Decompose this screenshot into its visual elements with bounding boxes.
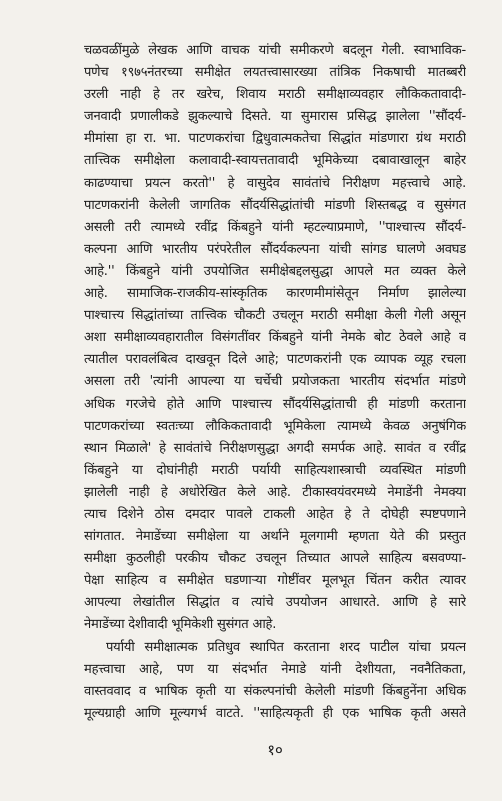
paragraph-1	[84, 40, 466, 637]
text-line: मीमांसा हा रा. भा. पाटणकरांचा द्विधुवात्मकतेचा सिद्धांत मांडणारा ग्रंथ मराठी	[84, 131, 466, 147]
text-line: समीक्षा कुठलीही परकीय चौकट उचलून तिच्यात आपले साहित्य बसवण्या-	[84, 551, 466, 567]
text-line: जनवादी प्रणालीकडे झुकल्याचे दिसते. या सुमारास प्रसिद्ध झालेला ''सौंदर्य-	[84, 109, 466, 125]
text-line: चळवळींमुळे लेखक आणि वाचक यांची समीकरणे बदलून गेली. स्वाभाविक-	[84, 43, 466, 58]
text-line: पाश्चात्त्य सिद्धांतांच्या तात्त्विक चौकटी उचलून मराठी समीक्षा केली गेली असून	[84, 308, 466, 324]
page-number: १०	[267, 741, 283, 759]
text-line: वास्तववाद व भाषिक कृती या संकल्पनांची केलेली मांडणी किंबहुनेंना अधिक	[84, 683, 466, 699]
text-line: आहे.'' किंबहुने यांनी उपयोजित समीक्षेबद्दलसुद्धा आपले मत व्यक्त केले	[84, 263, 466, 279]
text-line: किंबहुने या दोघांनीही मराठी पर्यायी साहित्यशास्त्राची व्यवस्थित मांडणी	[84, 462, 466, 478]
text-line: पणेच १९७५नंतरच्या समीक्षेत लयतत्त्वासारख्या तांत्रिक निकषाची मातब्बरी	[84, 65, 466, 81]
text-line: कल्पना आणि भारतीय परंपरेतील सौंदर्यकल्पना यांची सांगड घालणे अवघड	[84, 241, 466, 257]
text-line: तात्त्विक समीक्षेला कलावादी-स्वायत्ततावादी भूमिकेच्या दबावाखालून बाहेर	[84, 153, 466, 169]
text-line: असला तरी 'त्यांनी आपल्या या चर्चेची प्रयोजकता भारतीय संदर्भात मांडणे	[84, 374, 466, 390]
text-line: पेक्षा साहित्य व समीक्षेत घडणाऱ्या गोष्टींवर मूलभूत चिंतन करीत त्यावर	[84, 573, 466, 589]
paragraph-2	[84, 637, 466, 725]
text-line: झालेली नाही हे अधोरेखित केले आहे. टीकास्वयंवरमध्ये नेमाडेंनी नेमक्या	[84, 484, 466, 500]
text-line: मूल्यग्राही आणि मूल्यगर्भ वाटते. ''साहित्यकृती ही एक भाषिक कृती असते	[84, 705, 466, 721]
text-line: असली तरी त्यामध्ये रवींद्र किंबहुने यांनी म्हटल्याप्रमाणे, ''पाश्चात्त्य सौंदर्य-	[84, 219, 466, 235]
text-line: पाटणकरांनी केलेली जागतिक सौंदर्यसिद्धांतांची मांडणी शिस्तबद्ध व सुसंगत	[84, 197, 466, 213]
text-line: आपल्या लेखांतील सिद्धांत व त्यांचे उपयोजन आधारते. आणि हे सारे	[84, 595, 466, 611]
text-line: पर्यायी समीक्षात्मक प्रतिधुव स्थापित करताना शरद पाटील यांचा प्रयत्न	[106, 639, 466, 655]
text-line: उरली नाही हे तर खरेच, शिवाय मराठी समीक्षाव्यवहार लौकिकतावादी-	[84, 87, 466, 103]
text-line: आहे. सामाजिक-राजकीय-सांस्कृतिक कारणमीमांसेतून निर्माण झालेल्या	[84, 286, 466, 302]
text-line: त्याच दिशेने ठोस दमदार पावले टाकली आहेत हे ते दोघेही स्पष्टपणाने	[84, 506, 466, 522]
text-line: अशा समीक्षाव्यवहारातील विसंगतींवर किंबहुने यांनी नेमके बोट ठेवले आहे व	[84, 330, 466, 346]
text-line: स्थान मिळाले' हे सावंतांचे निरीक्षणसुद्धा अगदी समर्पक आहे. सावंत व रवींद्र	[84, 440, 466, 456]
text-line: पाटणकरांच्या स्वतःच्या लौकिकतावादी भूमिकेला त्यामध्ये केवळ अनुषंगिक	[84, 418, 466, 434]
text-line: नेमाडेंच्या देशीवादी भूमिकेशी सुसंगत आहे.	[84, 617, 277, 633]
text-line: सांगतात. नेमाडेंच्या समीक्षेला या अर्थाने मूलगामी म्हणता येते की प्रस्तुत	[84, 529, 466, 545]
text-line: अधिक गरजेचे होते आणि पाश्चात्त्य सौंदर्यसिद्धांताची ही मांडणी करताना	[84, 396, 466, 412]
text-line: त्यातील परावलंबित्व दाखवून दिले आहे; पाटणकरांनी एक व्यापक व्यूह रचला	[84, 352, 466, 368]
text-line: काढण्याचा प्रयत्न करतो'' हे वासुदेव सावंतांचे निरीक्षण महत्त्वाचे आहे.	[84, 175, 466, 191]
text-line: महत्त्वाचा आहे, पण या संदर्भात नेमाडे यांनी देशीयता, नवनैतिकता,	[84, 661, 466, 677]
